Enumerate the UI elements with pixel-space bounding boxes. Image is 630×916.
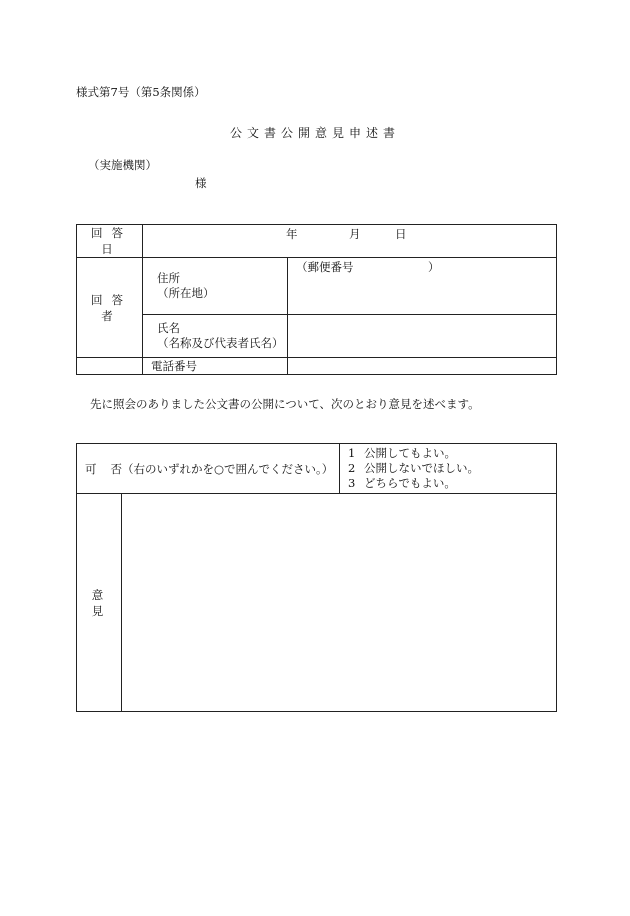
name-label-line2: （名称及び代表者氏名） xyxy=(157,336,284,350)
name-label xyxy=(143,315,288,358)
phone-row-blank xyxy=(77,358,143,375)
date-day-label: 日 xyxy=(395,227,407,241)
phone-label: 電話番号 xyxy=(143,358,288,375)
option-1-text: 公開してもよい。 xyxy=(364,446,457,460)
agency-label: （実施機関） xyxy=(88,158,157,172)
phone-field[interactable] xyxy=(288,358,557,375)
approval-label-a: 可 xyxy=(85,461,111,476)
intro-text: 先に照会のありました公文書の公開について、次のとおり意見を述べます。 xyxy=(90,397,480,411)
approval-label-b: 否（右のいずれかを○で囲んでください。） xyxy=(110,461,334,476)
address-row xyxy=(77,258,557,315)
date-field[interactable] xyxy=(143,225,557,258)
respondent-table xyxy=(76,224,557,375)
postal-code-label: （郵便番号 xyxy=(296,260,354,274)
date-label: 回答日 xyxy=(77,225,143,258)
name-field[interactable] xyxy=(288,315,557,358)
option-3-number: 3 xyxy=(348,476,356,490)
name-row xyxy=(77,315,557,358)
address-label-line2: （所在地） xyxy=(157,286,215,300)
address-field[interactable] xyxy=(288,258,557,315)
approval-label xyxy=(77,444,340,494)
opinion-row xyxy=(77,494,557,712)
option-1[interactable] xyxy=(348,446,556,461)
date-month-label: 月 xyxy=(349,227,361,241)
address-label xyxy=(143,258,288,315)
postal-code-close: ） xyxy=(428,260,440,274)
address-label-line1: 住所 xyxy=(157,271,180,285)
name-label-line1: 氏名 xyxy=(157,321,180,335)
document-title: 公文書公開意見申述書 xyxy=(229,126,400,140)
respondent-label: 回答者 xyxy=(77,258,143,358)
approval-row xyxy=(77,444,557,494)
opinion-table xyxy=(76,443,557,712)
option-3-text: どちらでもよい。 xyxy=(364,476,456,490)
form-number: 様式第7号（第5条関係） xyxy=(76,85,206,99)
option-2[interactable] xyxy=(348,461,556,476)
opinion-label: 意見 xyxy=(77,494,122,712)
approval-options[interactable] xyxy=(340,444,557,494)
honorific-label: 様 xyxy=(195,176,207,190)
option-1-number: 1 xyxy=(348,446,356,460)
option-2-text: 公開しないでほしい。 xyxy=(364,461,480,475)
date-row xyxy=(77,225,557,258)
option-3[interactable] xyxy=(348,476,556,491)
opinion-field[interactable] xyxy=(122,494,557,712)
phone-row xyxy=(77,358,557,375)
date-year-label: 年 xyxy=(286,227,298,241)
option-2-number: 2 xyxy=(348,461,356,475)
